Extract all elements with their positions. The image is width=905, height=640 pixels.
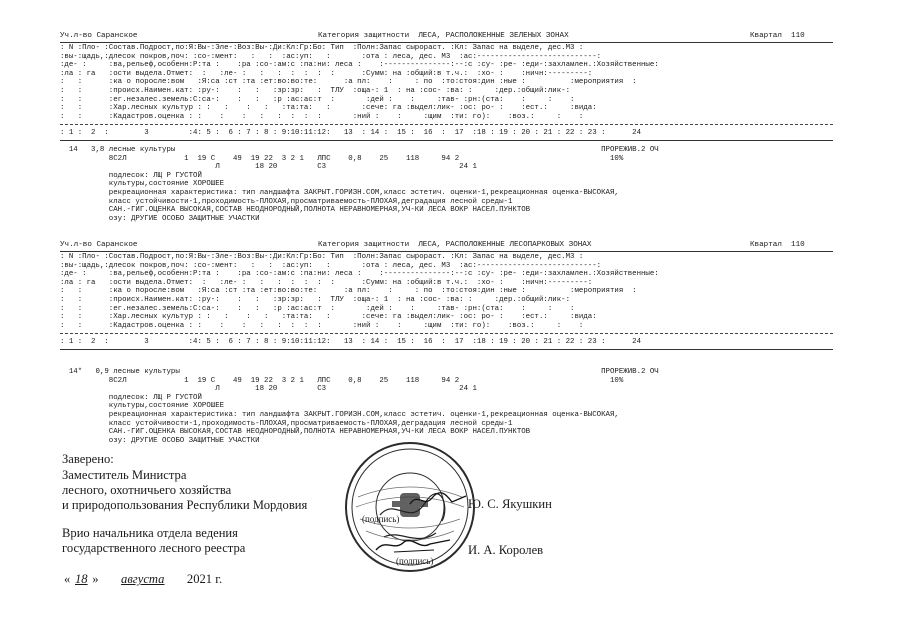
entry-line: рекреационная характеристика: тип ландшафта ЗАКРЫТ.ГОРИЗН.СОМ,класс эстетич. оценки-1,рекреационная оценка-ВЫСОКАЯ, [60,188,619,197]
signature-2 [374,534,454,556]
record1-category: Категория защитности ЛЕСА, РАСПОЛОЖЕННЫЕ ЗЕЛЕНЫХ ЗОНАХ [318,32,569,40]
signer1-title [62,468,307,513]
record2-org: Уч.л-во Саранское [60,241,138,249]
signer2-name: И. А. Королев [468,543,544,557]
record2-bottom-rule [60,349,833,350]
header-line: : : :ка о поросле:вом :Я:са :ст :та :ет:во:во:те: :а пл: : : по :то:стоя:дин :ные : :мероприятия : [60,287,637,296]
entry-line: рекреационная характеристика: тип ландшафта ЗАКРЫТ.ГОРИЗН.СОМ,класс эстетич. оценки-1,рекреационная оценка-ВЫСОКАЯ, [60,410,619,419]
entry-line: САН.-ГИГ.ОЦЕНКА ВЫСОКАЯ,СОСТАВ НЕОДНОРОДНЫЙ,ПОЛНОТА НЕРАВНОМЕРНАЯ,УЧ-КИ ЛЕСА ВОКР НАСЕЛ.ПУНКТОВ [60,428,531,437]
header-line: : : :Хар.лесных культур : : : : : :та:та: : :сече: га :выдел:лик- :ос: ро- : :ест.: :вида: [60,104,597,113]
header-line: :вы-:щадь,:длесок покров,поч: :со-:мент: : : :ас:уп: : :ота : леса, дес. М3 :ас:---------------------------: [60,261,602,270]
date-line: « 18 » августа 2021 г. [64,572,223,586]
signer2-title-line: Врио начальника отдела ведения [62,526,238,540]
record2-quarter: Квартал 110 [750,241,805,249]
signer2-title-line: государственного лесного реестра [62,541,246,555]
entry-line: 14 3,8 лесные культуры ПРОРЕЖИВ.2 ОЧ [60,146,659,154]
header-line: :ла : га :ости выдела.Отмет: : :ле- : : : : : : : :Сумм: на :общий:в т.ч.: :хо- : :ничн:---------: [60,69,593,78]
record1-top-rule [60,42,833,43]
header-line: : : :ег.незалес.земель:С:са-: : : :р :ас:ас:т : :дей : : :тав- :рн:(ста: : : : [60,95,575,104]
date-year: 2021 г. [186,572,223,586]
record2-category: Категория защитности ЛЕСА, РАСПОЛОЖЕННЫЕ ЛЕСОПАРКОВЫХ ЗОНАХ [318,241,592,249]
signature-caption-2: (подпись) [396,556,434,566]
header-line: : : :происх.Наимен.кат: :ру-: : : :зр:зр: : ТЛУ :оща-: 1 : на :сос- :ва: : :дер.:общий:лик-: [60,86,571,95]
header-line: : : :происх.Наимен.кат: :ру-: : : :зр:зр: : ТЛУ :оща-: 1 : на :сос- :ва: : :дер.:общий:лик-: [60,295,571,304]
entry-line: 14* 0,9 лесные культуры ПРОРЕЖИВ.2 ОЧ [60,368,659,376]
header-line: : : :Кадастров.оценка : : : : : : : : : :ний : : :щим :ти: го): :воз.: : : [60,321,584,330]
entry-line: класс устойчивости-1,проходимость-ПЛОХАЯ,просматриваемость-ПЛОХАЯ,деградация лесной среды-1 [60,197,513,206]
entry-line: класс устойчивости-1,проходимость-ПЛОХАЯ,просматриваемость-ПЛОХАЯ,деградация лесной среды-1 [60,419,513,428]
signer1-title-line: Заместитель Министра [62,468,187,482]
header-line: : N :Пло- :Состав.Подрост,по:Я:Вы-:Эле-:Воз:Вы-:Ди:Кл:Гр:Бо: Тип :Полн:Запас сырораст. :Кл: Запас на выделе, дес.М3 : [60,253,584,261]
entry-line: культуры,состояние ХОРОШЕЕ [60,402,225,411]
entry-line: озу: ДРУГИЕ ОСОБО ЗАЩИТНЫЕ УЧАСТКИ [60,214,260,223]
signer2-title [62,526,245,556]
entry-line: 8С2Л 1 19 С 49 19 22 3 2 1 ЛПС 0,8 25 118 94 2 10% [60,154,624,163]
signer1-title-line: лесного, охотничьего хозяйства [62,483,232,497]
header-line: :ла : га :ости выдела.Отмет: : :ле- : : : : : : : :Сумм: на :общий:в т.ч.: :хо- : :ничн:---------: [60,278,593,287]
record1-column-numbers: : 1 : 2 : 3 :4: 5 : 6 : 7 : 8 : 9:10:11:12: 13 : 14 : 15 : 16 : 17 :18 : 19 : 20 : 21 : 22 : 23 : 24 [60,129,641,137]
entry-line: подлесок: ЛЩ Р ГУСТОЙ [60,171,202,180]
entry-line: Л 18 20 С3 24 1 [60,385,477,394]
signer1-title-line: и природопользования Республики Мордовия [62,498,308,512]
header-line: : : :Хар.лесных культур : : : : : :та:та: : :сече: га :выдел:лик- :ос: ро- : :ест.: :вида: [60,313,597,322]
header-line: :вы-:щадь,:длесок покров,поч: :со-:мент: : : :ас:уп: : :ота : леса, дес. М3 :ас:---------------------------: [60,52,602,61]
signature-caption-1: (подпись) [362,514,400,524]
signature-1 [408,490,468,510]
record2-top-rule [60,251,833,252]
entry-line: 8С2Л 1 19 С 49 19 22 3 2 1 ЛПС 0,8 25 118 94 2 10% [60,376,624,385]
record2-column-numbers: : 1 : 2 : 3 :4: 5 : 6 : 7 : 8 : 9:10:11:12: 13 : 14 : 15 : 16 : 17 :18 : 19 : 20 : 21 : 22 : 23 : 24 [60,338,641,346]
header-line: : N :Пло- :Состав.Подрост,по:Я:Вы-:Эле-:Воз:Вы-:Ди:Кл:Гр:Бо: Тип :Полн:Запас сырораст. :Кл: Запас на выделе, дес.М3 : [60,44,584,52]
record1-quarter: Квартал 110 [750,32,805,40]
record1-entry [60,146,659,223]
signer1-name: Ю. С. Якушкин [468,497,552,511]
header-line: :де- : :ва,рельеф,особенн:Р:та : :ра :со-:ам:с :па:ни: леса : :---------------:--:с :су- :ре- :еди-:захламлен.:Хозяйственные: [60,270,659,279]
record2-header-divider [60,333,833,334]
entry-line: озу: ДРУГИЕ ОСОБО ЗАЩИТНЫЕ УЧАСТКИ [60,436,260,445]
entry-line: подлесок: ЛЩ Р ГУСТОЙ [60,393,202,402]
entry-line: культуры,состояние ХОРОШЕЕ [60,180,225,189]
record1-bottom-rule [60,140,833,141]
entry-line: Л 18 20 С3 24 1 [60,163,477,172]
entry-line: САН.-ГИГ.ОЦЕНКА ВЫСОКАЯ,СОСТАВ НЕОДНОРОДНЫЙ,ПОЛНОТА НЕРАВНОМЕРНАЯ,УЧ-КИ ЛЕСА ВОКР НАСЕЛ.ПУНКТОВ [60,206,531,215]
record1-header-table [60,44,659,121]
record1-header-divider [60,124,833,125]
record1-org: Уч.л-во Саранское [60,32,138,40]
header-line: : : :Кадастров.оценка : : : : : : : : : :ний : : :щим :ти: го): :воз.: : : [60,112,584,121]
record2-entry [60,368,659,445]
header-line: :де- : :ва,рельеф,особенн:Р:та : :ра :со-:ам:с :па:ни: леса : :---------------:--:с :су- :ре- :еди-:захламлен.:Хозяйственные: [60,61,659,70]
record2-header-table [60,253,659,330]
date-day: 18 [75,572,88,586]
header-line: : : :ег.незалес.земель:С:са-: : : :р :ас:ас:т : :дей : : :тав- :рн:(ста: : : : [60,304,575,313]
header-line: : : :ка о поросле:вом :Я:са :ст :та :ет:во:во:те: :а пл: : : по :то:стоя:дин :ные : :мероприятия : [60,78,637,87]
date-month: августа [121,572,165,586]
certified-label: Заверено: [62,452,114,466]
